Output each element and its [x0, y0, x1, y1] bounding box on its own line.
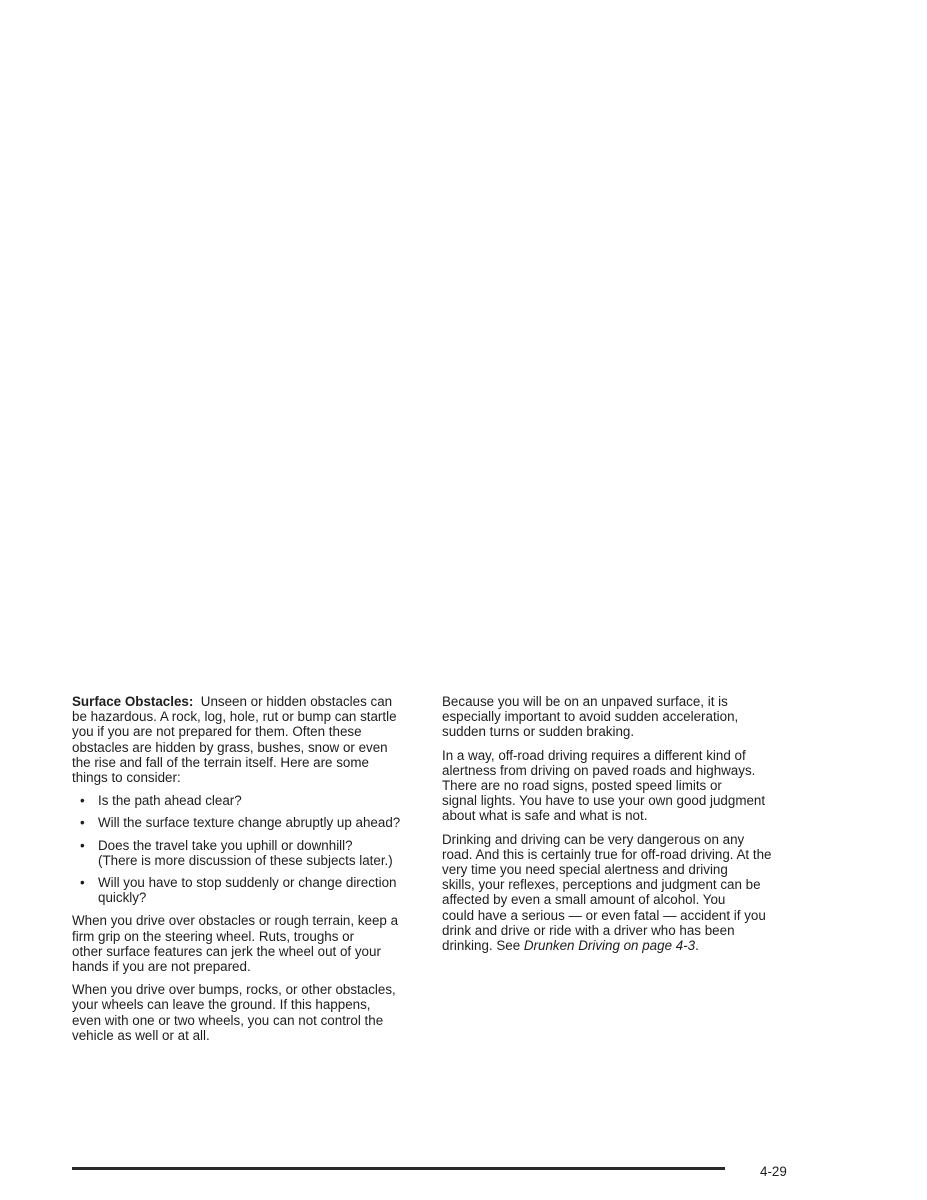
- drinking-paragraph: [442, 832, 790, 954]
- list-item: [72, 793, 417, 808]
- list-item: [72, 875, 417, 905]
- left-column: [72, 694, 417, 1051]
- bullet-icon: •: [80, 793, 85, 809]
- text-line: skills, your reflexes, perceptions and judgment can be: [442, 877, 761, 893]
- text-line: the rise and fall of the terrain itself. Here are some: [72, 754, 369, 770]
- text-line: especially important to avoid sudden acceleration,: [442, 709, 739, 725]
- text-line: sudden turns or sudden braking.: [442, 724, 635, 740]
- text-line: Will the surface texture change abruptly up ahead?: [98, 815, 401, 831]
- text-line: When you drive over bumps, rocks, or other obstacles,: [72, 982, 396, 998]
- text-line: affected by even a small amount of alcohol. You: [442, 892, 726, 908]
- text-line: Drinking and driving can be very dangerous on any: [442, 831, 745, 847]
- rough-terrain-paragraph: [72, 913, 417, 974]
- text-line: (There is more discussion of these subjects later.): [98, 852, 393, 868]
- list-item: [72, 815, 417, 830]
- text-line: things to consider:: [72, 770, 181, 786]
- text-line: firm grip on the steering wheel. Ruts, troughs or: [72, 928, 355, 944]
- text-line: Will you have to stop suddenly or change direction: [98, 875, 397, 891]
- list-item: [72, 838, 417, 868]
- text-line: Because you will be on an unpaved surface, it is: [442, 694, 728, 709]
- text-line: alertness from driving on paved roads and highways.: [442, 762, 756, 778]
- text-line: even with one or two wheels, you can not control the: [72, 1012, 384, 1028]
- text-line: In a way, off-road driving requires a different kind of: [442, 747, 746, 763]
- text-line: could have a serious — or even fatal — accident if you: [442, 907, 766, 923]
- text-line: obstacles are hidden by grass, bushes, snow or even: [72, 739, 388, 755]
- footer-divider: [72, 1167, 725, 1170]
- text-line: When you drive over obstacles or rough terrain, keep a: [72, 913, 399, 929]
- text-line: Does the travel take you uphill or downhill?: [98, 837, 353, 853]
- surface-obstacles-paragraph: [72, 694, 417, 785]
- unpaved-surface-paragraph: [442, 694, 790, 740]
- text-line: hands if you are not prepared.: [72, 959, 251, 975]
- text-line: drink and drive or ride with a driver who has been: [442, 922, 735, 938]
- text-line: Is the path ahead clear?: [98, 793, 242, 809]
- bullet-icon: •: [80, 875, 85, 891]
- considerations-list: [72, 793, 417, 905]
- text-line: you if you are not prepared for them. Often these: [72, 724, 362, 740]
- text-line: about what is safe and what is not.: [442, 808, 648, 824]
- text-line: very time you need special alertness and driving: [442, 862, 728, 878]
- right-column: [442, 694, 790, 961]
- bumps-paragraph: [72, 982, 417, 1043]
- text-line: Unseen or hidden obstacles can: [193, 694, 393, 709]
- text-line: quickly?: [98, 890, 147, 906]
- text-line: other surface features can jerk the wheel out of your: [72, 943, 381, 959]
- text-line: be hazardous. A rock, log, hole, rut or bump can startle: [72, 709, 397, 725]
- text-line: drinking. See: [442, 938, 524, 954]
- cross-reference-link[interactable]: Drunken Driving on page 4-3: [523, 938, 696, 954]
- text-line: road. And this is certainly true for off-road driving. At the: [442, 846, 772, 862]
- bullet-icon: •: [80, 837, 85, 853]
- alertness-paragraph: [442, 748, 790, 824]
- text-line: your wheels can leave the ground. If this happens,: [72, 997, 371, 1013]
- text-line: .: [695, 938, 699, 954]
- text-line: vehicle as well or at all.: [72, 1027, 210, 1043]
- bullet-icon: •: [80, 815, 85, 831]
- section-heading: Surface Obstacles:: [72, 694, 194, 709]
- text-line: signal lights. You have to use your own good judgment: [442, 793, 766, 809]
- page-number: 4-29: [760, 1164, 787, 1179]
- text-line: There are no road signs, posted speed limits or: [442, 778, 722, 794]
